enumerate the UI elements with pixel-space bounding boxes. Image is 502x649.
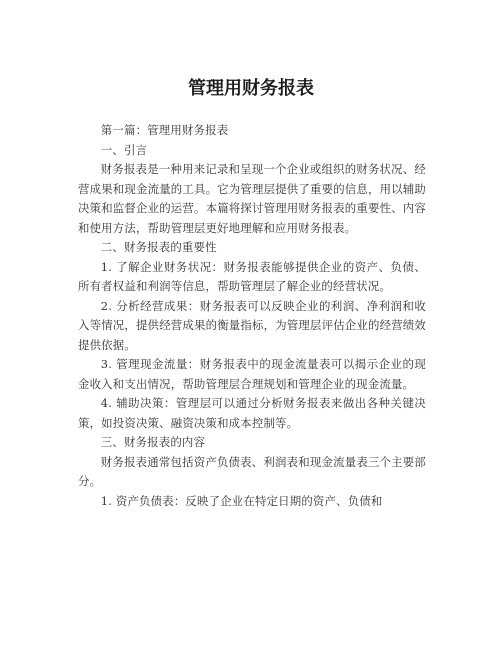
list-item: 1. 资产负债表：反映了企业在特定日期的资产、负债和 (100, 493, 383, 508)
list-item: 4. 辅助决策：管理层可以通过分析财务报表来做出各种关键决策，如投资决策、融资决策和成本控制等。 (78, 396, 426, 430)
section-heading: 第一篇：管理用财务报表 (100, 123, 229, 137)
list-item: 3. 管理现金流量：财务报表中的现金流量表可以揭示企业的现金收入和支出情况，帮助管理层合理规划和管理企业的现金流量。 (78, 357, 426, 391)
section-heading: 三、财务报表的内容 (100, 435, 206, 449)
list-item: 1. 了解企业财务状况：财务报表能够提供企业的资产、负债、所有者权益和利润等信息，帮助管理层了解企业的经营状况。 (78, 259, 426, 293)
paragraph: 财务报表是一种用来记录和呈现一个企业或组织的财务状况、经营成果和现金流量的工具。它为管理层提供了重要的信息，用以辅助决策和监督企业的运营。本篇将探讨管理用财务报表的重要性、内容和使用方法，帮助管理层更好地理解和应用财务报表。 (78, 162, 426, 235)
section-heading: 一、引言 (100, 142, 148, 157)
document-body (78, 121, 426, 511)
paragraph: 财务报表通常包括资产负债表、利润表和现金流量表三个主要部分。 (78, 454, 426, 488)
document-title: 管理用财务报表 (188, 78, 314, 99)
list-item: 2. 分析经营成果：财务报表可以反映企业的利润、净利润和收入等情况，提供经营成果的衡量指标，为管理层评估企业的经营绩效提供依据。 (78, 298, 426, 352)
section-heading: 二、财务报表的重要性 (100, 240, 217, 254)
